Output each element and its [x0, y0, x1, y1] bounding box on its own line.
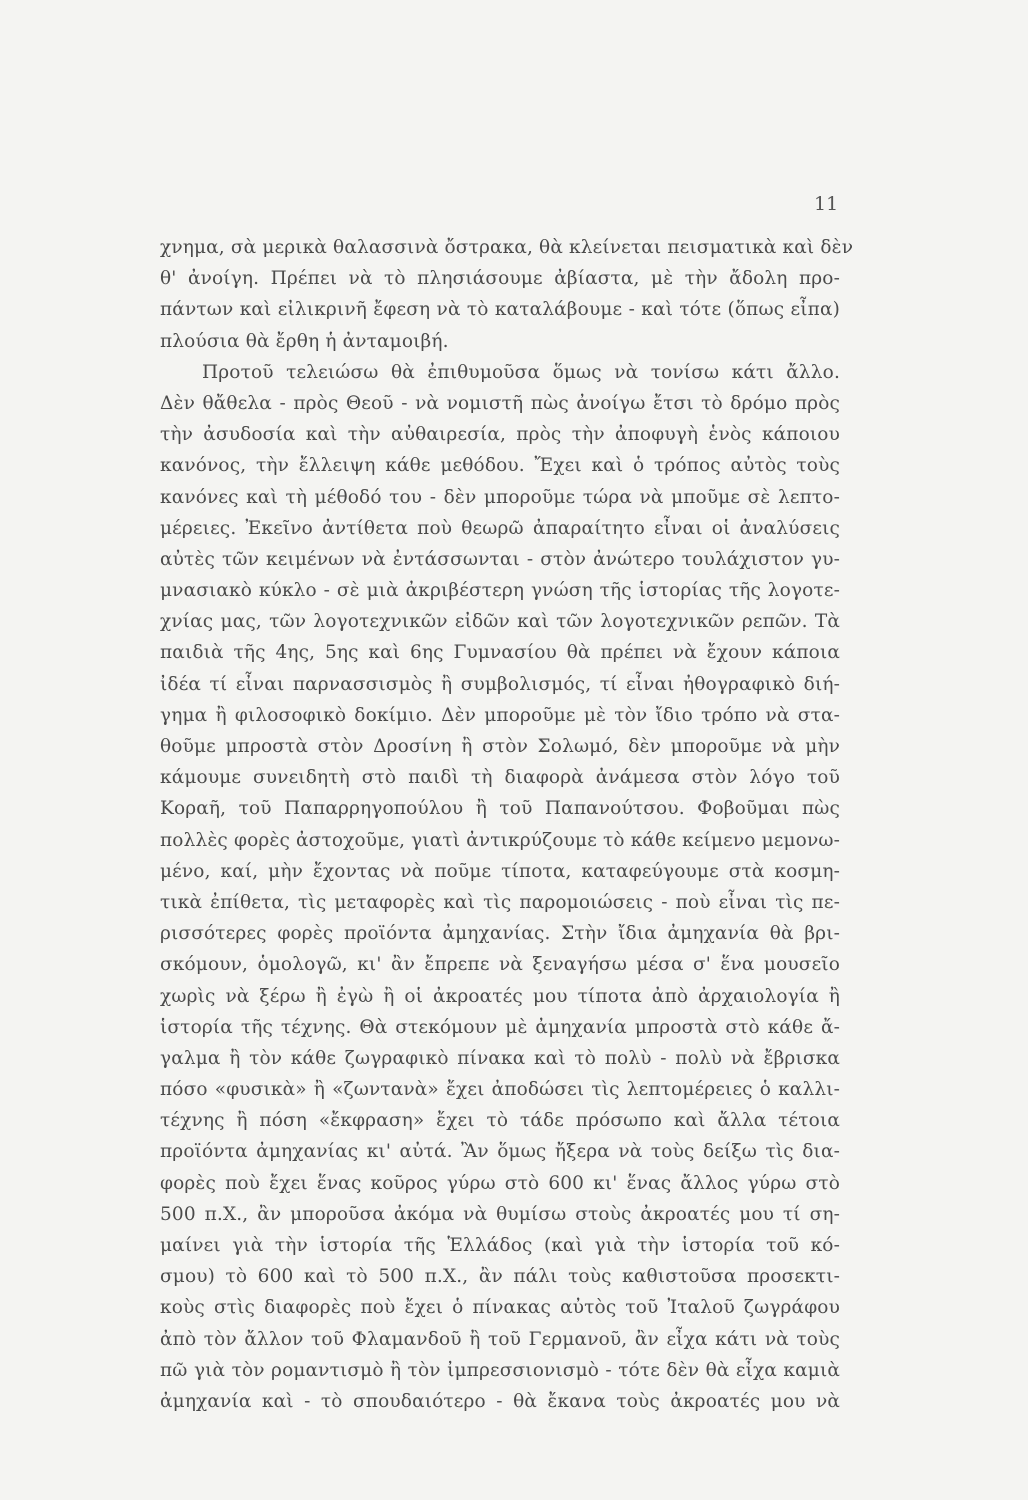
text-line: κάμουμε συνειδητὴ στὸ παιδὶ τὴ διαφορὰ ἀνάμεσα στὸν λόγο τοῦ — [160, 767, 840, 789]
text-line: πλούσια θὰ ἔρθη ἡ ἀνταμοιβή. — [160, 330, 449, 352]
text-line: κοὺς στὶς διαφορὲς ποὺ ἔχει ὁ πίνακας αὐτὸς τοῦ Ἰταλοῦ ζωγράφου — [160, 1297, 840, 1319]
text-line: χνημα, σὰ μερικὰ θαλασσινὰ ὄστρακα, θὰ κλείνεται πεισματικὰ καὶ δὲν — [160, 237, 854, 258]
text-line: γαλμα ἢ τὸν κάθε ζωγραφικὸ πίνακα καὶ τὸ πολὺ - πολὺ νὰ ἔβρισκα — [160, 1047, 840, 1069]
text-line: προϊόντα ἀμηχανίας κι' αὐτά. Ἂν ὅμως ἤξερα νὰ τοὺς δείξω τὶς δια- — [160, 1141, 840, 1163]
text-line: ἱστορία τῆς τέχνης. Θὰ στεκόμουν μὲ ἀμηχανία μπροστὰ στὸ κάθε ἄ- — [160, 1016, 840, 1038]
text-line: σμου) τὸ 600 καὶ τὸ 500 π.Χ., ἂν πάλι τοὺς καθιστοῦσα προσεκτι- — [160, 1266, 840, 1288]
text-line: μένο, καί, μὴν ἔχοντας νὰ ποῦμε τίποτα, καταφεύγουμε στὰ κοσμη- — [160, 860, 840, 882]
text-line: Κοραῆ, τοῦ Παπαρρηγοπούλου ἢ τοῦ Παπανούτσου. Φοβοῦμαι πὼς — [160, 798, 840, 820]
text-line: φορὲς ποὺ ἔχει ἕνας κοῦρος γύρω στὸ 600 κι' ἕνας ἄλλος γύρω στὸ — [160, 1172, 840, 1194]
text-line: σκόμουν, ὁμολογῶ, κι' ἂν ἔπρεπε νὰ ξεναγήσω μέσα σ' ἕνα μουσεῖο — [160, 954, 840, 976]
text-line: μαίνει γιὰ τὴν ἱστορία τῆς Ἑλλάδος (καὶ γιὰ τὴν ἱστορία τοῦ κό- — [160, 1235, 840, 1256]
text-line: γημα ἢ φιλοσοφικὸ δοκίμιο. Δὲν μποροῦμε μὲ τὸν ἴδιο τρόπο νὰ στα- — [160, 704, 840, 726]
page-number: 11 — [814, 193, 839, 215]
text-line: Προτοῦ τελειώσω θὰ ἐπιθυμοῦσα ὅμως νὰ τονίσω κάτι ἄλλο. — [202, 361, 840, 383]
text-line: ἀπὸ τὸν ἄλλον τοῦ Φλαμανδοῦ ἢ τοῦ Γερμανοῦ, ἂν εἶχα κάτι νὰ τοὺς — [160, 1328, 840, 1350]
text-line: χωρὶς νὰ ξέρω ἢ ἐγὼ ἢ οἱ ἀκροατές μου τίποτα ἀπὸ ἀρχαιολογία ἢ — [160, 985, 840, 1007]
text-line: τέχνης ἢ πόση «ἔκφραση» ἔχει τὸ τάδε πρόσωπο καὶ ἄλλα τέτοια — [160, 1110, 840, 1132]
text-line: τικὰ ἐπίθετα, τὶς μεταφορὲς καὶ τὶς παρομοιώσεις - ποὺ εἶναι τὶς πε- — [160, 891, 840, 913]
text-line: πόσο «φυσικὰ» ἢ «ζωντανὰ» ἔχει ἀποδώσει τὶς λεπτομέρειες ὁ καλλι- — [160, 1079, 840, 1101]
text-line: μνασιακὸ κύκλο - σὲ μιὰ ἀκριβέστερη γνώση τῆς ἱστορίας τῆς λογοτε- — [160, 580, 840, 602]
text-line: θ' ἀνοίγη. Πρέπει νὰ τὸ πλησιάσουμε ἀβίαστα, μὲ τὴν ἄδολη προ- — [160, 268, 840, 290]
text-line: πῶ γιὰ τὸν ρομαντισμὸ ἢ τὸν ἰμπρεσσιονισμὸ - τότε δὲν θὰ εἶχα καμιὰ — [160, 1359, 840, 1381]
text-line: τὴν ἀσυδοσία καὶ τὴν αὐθαιρεσία, πρὸς τὴν ἀποφυγὴ ἑνὸς κάποιου — [160, 424, 840, 446]
text-line: κανόνες καὶ τὴ μέθοδό του - δὲν μποροῦμε τώρα νὰ μποῦμε σὲ λεπτο- — [160, 486, 840, 508]
text-line: Δὲν θἄθελα - πρὸς Θεοῦ - νὰ νομιστῆ πὼς ἀνοίγω ἔτσι τὸ δρόμο πρὸς — [160, 392, 840, 414]
text-line: ἰδέα τί εἶναι παρνασσισμὸς ἢ συμβολισμός, τί εἶναι ἠθογραφικὸ διή- — [160, 673, 840, 695]
text-line: παιδιὰ τῆς 4ης, 5ης καὶ 6ης Γυμνασίου θὰ πρέπει νὰ ἔχουν κάποια — [160, 642, 840, 664]
text-line: ἀμηχανία καὶ - τὸ σπουδαιότερο - θὰ ἔκανα τοὺς ἀκροατές μου νὰ — [160, 1390, 840, 1412]
text-line: χνίας μας, τῶν λογοτεχνικῶν εἰδῶν καὶ τῶν λογοτεχνικῶν ρεπῶν. Τὰ — [160, 611, 840, 633]
text-line: αὐτὲς τῶν κειμένων νὰ ἐντάσσωνται - στὸν ἀνώτερο τουλάχιστον γυ- — [160, 548, 840, 570]
text-line: θοῦμε μπροστὰ στὸν Δροσίνη ἢ στὸν Σολωμό, δὲν μποροῦμε νὰ μὴν — [160, 736, 840, 757]
text-line: 500 π.Χ., ἂν μποροῦσα ἀκόμα νὰ θυμίσω στοὺς ἀκροατές μου τί ση- — [160, 1203, 840, 1225]
text-line: πάντων καὶ εἰλικρινῆ ἔφεση νὰ τὸ καταλάβουμε - καὶ τότε (ὅπως εἶπα) — [160, 299, 840, 321]
text-line: κανόνος, τὴν ἔλλειψη κάθε μεθόδου. Ἔχει καὶ ὁ τρόπος αὐτὸς τοὺς — [160, 455, 840, 477]
text-line: μέρειες. Ἐκεῖνο ἀντίθετα ποὺ θεωρῶ ἀπαραίτητο εἶναι οἱ ἀναλύσεις — [160, 517, 840, 539]
text-line: πολλὲς φορὲς ἀστοχοῦμε, γιατὶ ἀντικρύζουμε τὸ κάθε κείμενο μεμονω- — [160, 829, 840, 851]
text-line: ρισσότερες φορὲς προϊόντα ἀμηχανίας. Στὴν ἴδια ἀμηχανία θὰ βρι- — [160, 923, 840, 945]
body-text — [160, 232, 854, 1417]
